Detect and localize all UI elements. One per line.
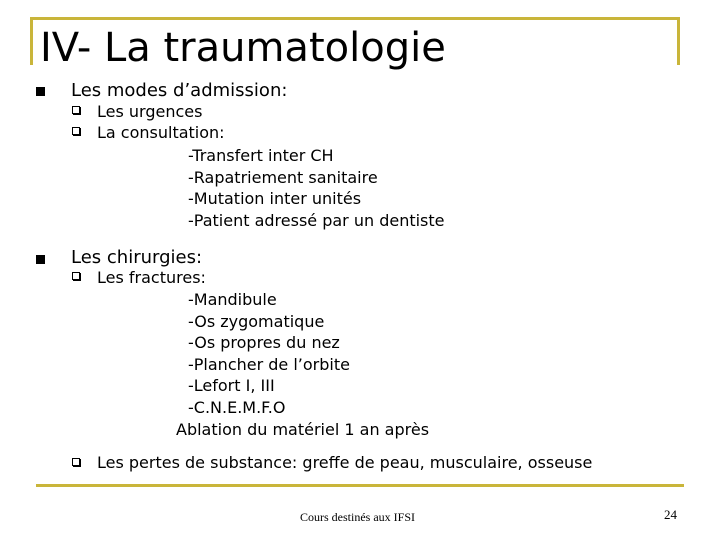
list-item-pertes-de-substance: Les pertes de substance: greffe de peau, musculaire, osseuse [97, 453, 593, 472]
sub-item: -Os propres du nez [188, 333, 340, 352]
checkbox-bullet-icon [72, 106, 80, 114]
sub-item: -C.N.E.M.F.O [188, 398, 286, 417]
page-number: 24 [664, 507, 677, 522]
sub-item: -Transfert inter CH [188, 146, 334, 165]
sub-item: -Lefort I, III [188, 376, 275, 395]
checkbox-bullet-icon [72, 458, 80, 466]
list-item-consultation: La consultation: [97, 123, 225, 142]
section-heading-admission: Les modes d’admission: [71, 80, 288, 101]
checkbox-bullet-icon [72, 127, 80, 135]
sub-item: -Patient adressé par un dentiste [188, 211, 445, 230]
square-bullet-icon [36, 255, 45, 264]
slide-title: IV- La traumatologie [40, 25, 446, 71]
sub-item: -Mandibule [188, 290, 277, 309]
sub-item: -Rapatriement sanitaire [188, 168, 378, 187]
square-bullet-icon [36, 87, 45, 96]
list-item-urgences: Les urgences [97, 102, 203, 121]
sub-item: Ablation du matériel 1 an après [176, 420, 430, 439]
sub-item: -Mutation inter unités [188, 189, 362, 208]
sub-item: -Os zygomatique [188, 312, 325, 331]
sub-item: -Plancher de l’orbite [188, 355, 350, 374]
frame-right-line [677, 17, 680, 65]
footer-text: Cours destinés aux IFSI [300, 510, 415, 524]
frame-bottom-line [36, 484, 684, 487]
frame-left-line [30, 17, 33, 65]
section-heading-chirurgies: Les chirurgies: [71, 247, 203, 268]
list-item-fractures: Les fractures: [97, 268, 206, 287]
checkbox-bullet-icon [72, 272, 80, 280]
